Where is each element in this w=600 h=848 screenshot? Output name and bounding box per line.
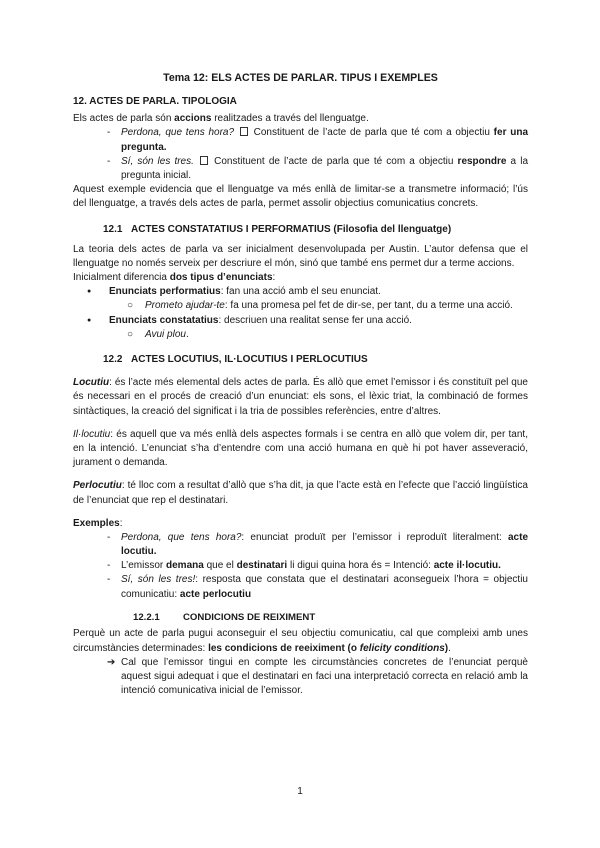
section-12-1-heading: 12.1 ACTES CONSTATATIUS I PERFORMATIUS (Filosofia del llenguatge): [103, 223, 452, 235]
dash-marker: -: [107, 574, 111, 586]
page-number: 1: [297, 786, 303, 797]
example-item: - Sí, són les tres!: resposta que constata que el destinatari aconsegueix l’hora = objectiu comunicatiu: acte perlocutiu: [73, 573, 528, 601]
locutiu-paragraph: Locutiu: és l’acte més elemental dels actes de parla. És allò que emet l’emissor i és constituït pel que és necessari en el procés de creació d’un enunciat: els sons, el lèxic triat, la combinació de formes sintàctiques, la creació del significat i la tria de possibles referències, entre d’altres.: [73, 377, 528, 417]
example-item: - Perdona, que tens hora?: enunciat produït per l’emissor i reproduït literalment: acte locutiu.: [73, 531, 528, 559]
sub-bullet-item: ○ Prometo ajudar-te: fa una promesa pel fet de dir-se, per tant, du a terme una acció.: [73, 299, 528, 313]
section-12-intro: Els actes de parla són accions realitzades a través del llenguatge.: [73, 113, 369, 125]
section-12-2-heading: 12.2 ACTES LOCUTIUS, IL·LOCUTIUS I PERLOCUTIUS: [103, 354, 368, 366]
box-glyph-icon: [240, 127, 248, 136]
bullet-item: ● Enunciats constatatius: descriuen una realitat sense fer una acció.: [73, 314, 528, 328]
page-content: [73, 71, 528, 698]
dash-marker: -: [107, 127, 111, 139]
section-12-2-1-paragraph: Perquè un acte de parla pugui aconseguir el seu objectiu comunicatiu, cal que compleixi amb unes circumstàncies determinades: les condicions de reeiximent (o felicity conditions).: [73, 628, 528, 654]
document-title: Tema 12: ELS ACTES DE PARLAR. TIPUS I EXEMPLES: [163, 72, 438, 84]
sub-bullet-item: ○ Avui plou.: [73, 328, 528, 342]
bullet-item: ● Enunciats performatius: fan una acció amb el seu enunciat.: [73, 285, 528, 299]
section-12-1-paragraph: La teoria dels actes de parla va ser inicialment desenvolupada per Austin. L’autor defensa que el llenguatge no només serveix per descriure el món, sinó que també ens permet dur a terme accions.: [73, 243, 528, 269]
bullet-icon: ●: [87, 288, 92, 296]
section-12-outro: Aquest exemple evidencia que el llenguatge va més enllà de limitar-se a transmetre informació; l’ús del llenguatge, a través dels actes de parla, permet assolir objectius comunicatius concrets.: [73, 184, 528, 210]
bullet-icon: ●: [87, 316, 92, 324]
dash-marker: -: [107, 531, 111, 543]
section-12-2-1-heading: 12.2.1 CONDICIONS DE REIXIMENT: [133, 611, 316, 623]
arrow-item: ➔ Cal que l’emissor tingui en compte les circumstàncies concretes de l’enunciat perquè aquest sigui adequat i que el destinatari en faci una interpretació correcta en relació amb la intenció comunicativa inicial de l’emissor.: [73, 656, 528, 699]
dash-item: - Perdona, que tens hora? Constituent de l’acte de parla que té com a objectiu fer una pregunta.: [73, 126, 528, 154]
circle-bullet-icon: ○: [127, 300, 134, 312]
dash-marker: -: [107, 155, 111, 167]
section-12-1-types-intro: Inicialment diferencia dos tipus d’enunciats:: [73, 272, 276, 284]
dash-marker: -: [107, 560, 111, 572]
illocutiu-paragraph: Il·locutiu: és aquell que va més enllà dels aspectes formals i se centra en allò que volem dir, per tant, en la intenció. L’enunciat s’ha d’entendre com una acció humana en què hi pot haver asseveració, jurament o demanda.: [73, 428, 528, 469]
arrow-right-icon: ➔: [107, 656, 116, 668]
circle-bullet-icon: ○: [127, 328, 134, 340]
examples-label: Exemples:: [73, 517, 123, 529]
dash-item: - Sí, són les tres. Constituent de l’acte de parla que té com a objectiu respondre a la pregunta inicial.: [73, 155, 528, 183]
example-item: - L’emissor demana que el destinatari li digui quina hora és = Intenció: acte il·locutiu.: [73, 559, 528, 573]
box-glyph-icon: [200, 156, 208, 165]
perlocutiu-paragraph: Perlocutiu: té lloc com a resultat d’allò que s’ha dit, ja que l’acte està en l’efecte que l’acció lingüística de l’enunciat que rep el destinatari.: [73, 480, 528, 506]
section-12-heading: 12. ACTES DE PARLA. TIPOLOGIA: [73, 96, 237, 108]
